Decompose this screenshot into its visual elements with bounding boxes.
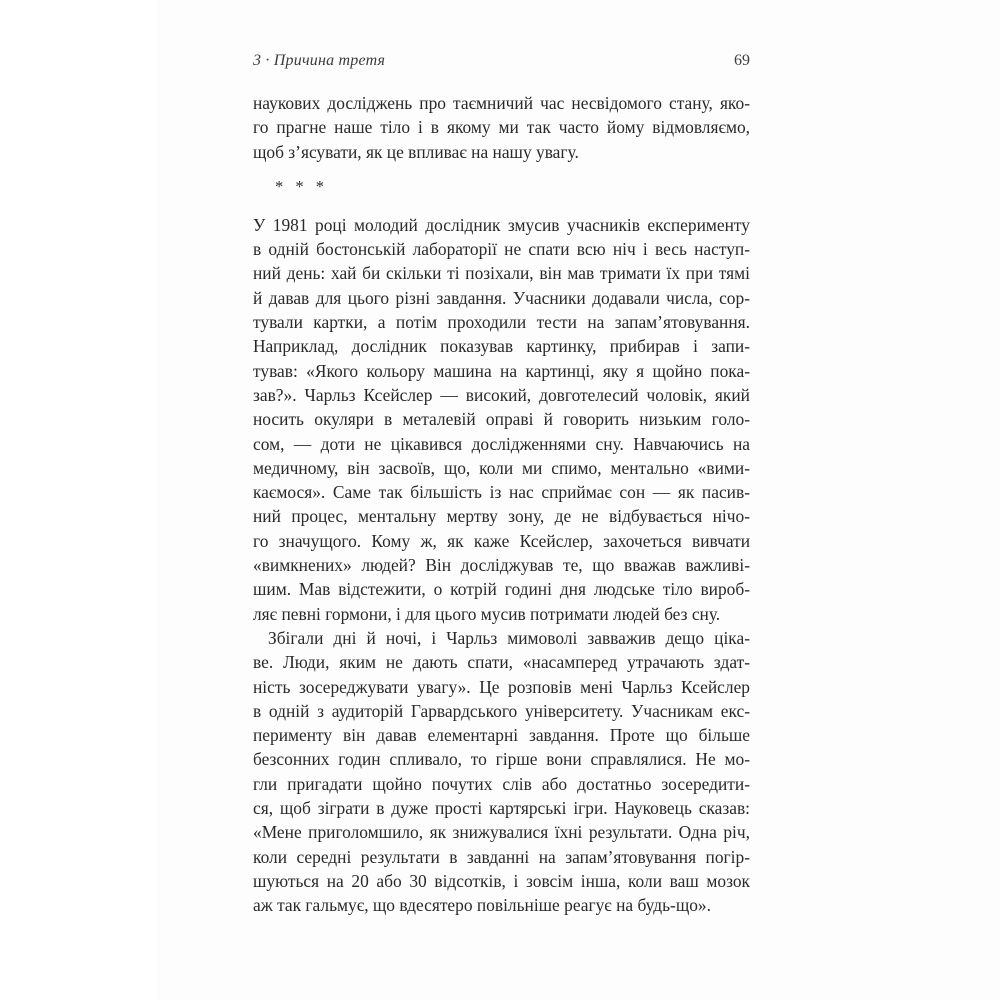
running-header (253, 52, 750, 72)
text-line: щоб з’ясувати, як це впливає на нашу увагу. (253, 141, 579, 162)
paragraph (253, 213, 750, 626)
text-line: ся, щоб зіграти в дуже прості картярські ігри. Науковець сказав: (253, 798, 750, 819)
text-line: сом, — доти не цікавився дослідженнями сну. Навчаючись на (253, 433, 750, 454)
text-line: тували картки, а потім проходили тести на запам’ятовування. (253, 312, 750, 333)
text-line: ний день: хай би скільки ті позіхали, він мав тримати їх при тямі (253, 263, 750, 284)
text-line: го прагне наше тіло і в якому ми так часто йому відмовляємо, (253, 117, 750, 138)
text-line: шуються на 20 або 30 відсотків, і зовсім інша, коли ваш мозок (253, 870, 750, 891)
text-line: в одній бостонській лабораторії не спати всю ніч і весь наступ- (253, 239, 750, 260)
paragraph (253, 91, 750, 164)
text-line: ність зосереджувати увагу». Це розповів мені Чарльз Ксейслер (253, 676, 750, 697)
text-line: наукових досліджень про таємничий час несвідомого стану, яко- (253, 93, 750, 113)
text-line: перименту він давав елементарні завдання. Проте що більше (253, 725, 750, 746)
paragraph (253, 626, 750, 918)
text-line: ний процес, ментальну мертву зону, де не відбувається нічо- (253, 506, 750, 527)
text-line: в одній з аудиторій Гарвардського університету. Учасникам екс- (253, 700, 750, 721)
text-line: ве. Люди, яким не дають спати, «насамперед утрачають здат- (253, 652, 750, 673)
text-line: Збігали дні й ночі, і Чарльз мимоволі завважив дещо ціка- (268, 627, 750, 648)
section-separator: * * * (275, 176, 328, 196)
text-line: го значущого. Кому ж, як каже Ксейслер, захочеться вивчати (253, 530, 750, 551)
text-line: зав?». Чарльз Ксейслер — високий, довготелесий чоловік, який (253, 384, 750, 405)
text-line: гли пригадати щойно почутих слів або достатньо зосередити- (253, 773, 750, 794)
text-line: тував: «Якого кольору машина на картинці, яку я щойно пока- (253, 360, 750, 381)
text-line: носить окуляри в металевій оправі й говорить низьким голо- (253, 409, 750, 430)
text-line: коли середні результати в завданні на запам’ятовування погір- (253, 846, 750, 867)
text-line: каємося». Саме так більшість із нас сприймає сон — як пасив- (253, 482, 750, 503)
text-body (253, 91, 750, 918)
text-line: безсонних годин спливало, то гірше вони справлялися. Не мо- (253, 749, 750, 770)
text-line: «вимкнених» людей? Він досліджував те, що вважав важливі- (253, 555, 750, 576)
text-line: шим. Мав відстежити, о котрій годині дня людське тіло вироб- (253, 579, 750, 600)
text-line: медичному, він засвоїв, що, коли ми спимо, ментально «вими- (253, 457, 750, 478)
text-line: «Мене приголомшило, як знижувалися їхні результати. Одна річ, (253, 822, 750, 843)
text-line: й давав для цього різні завдання. Учасники додавали числа, сор- (253, 287, 750, 308)
text-column (253, 52, 750, 918)
text-line: аж так гальмує, що вдесятеро повільніше реагує на будь-що». (253, 895, 711, 916)
text-line: У 1981 році молодий дослідник змусив учасників експерименту (253, 214, 750, 235)
page-number: 69 (734, 52, 750, 69)
text-line: ляє певні гормони, і для цього мусив потримати людей без сну. (253, 603, 721, 624)
chapter-header-label: 3 · Причина третя (253, 52, 386, 69)
text-line: Наприклад, дослідник показував картинку, прибирав і запи- (253, 336, 750, 357)
